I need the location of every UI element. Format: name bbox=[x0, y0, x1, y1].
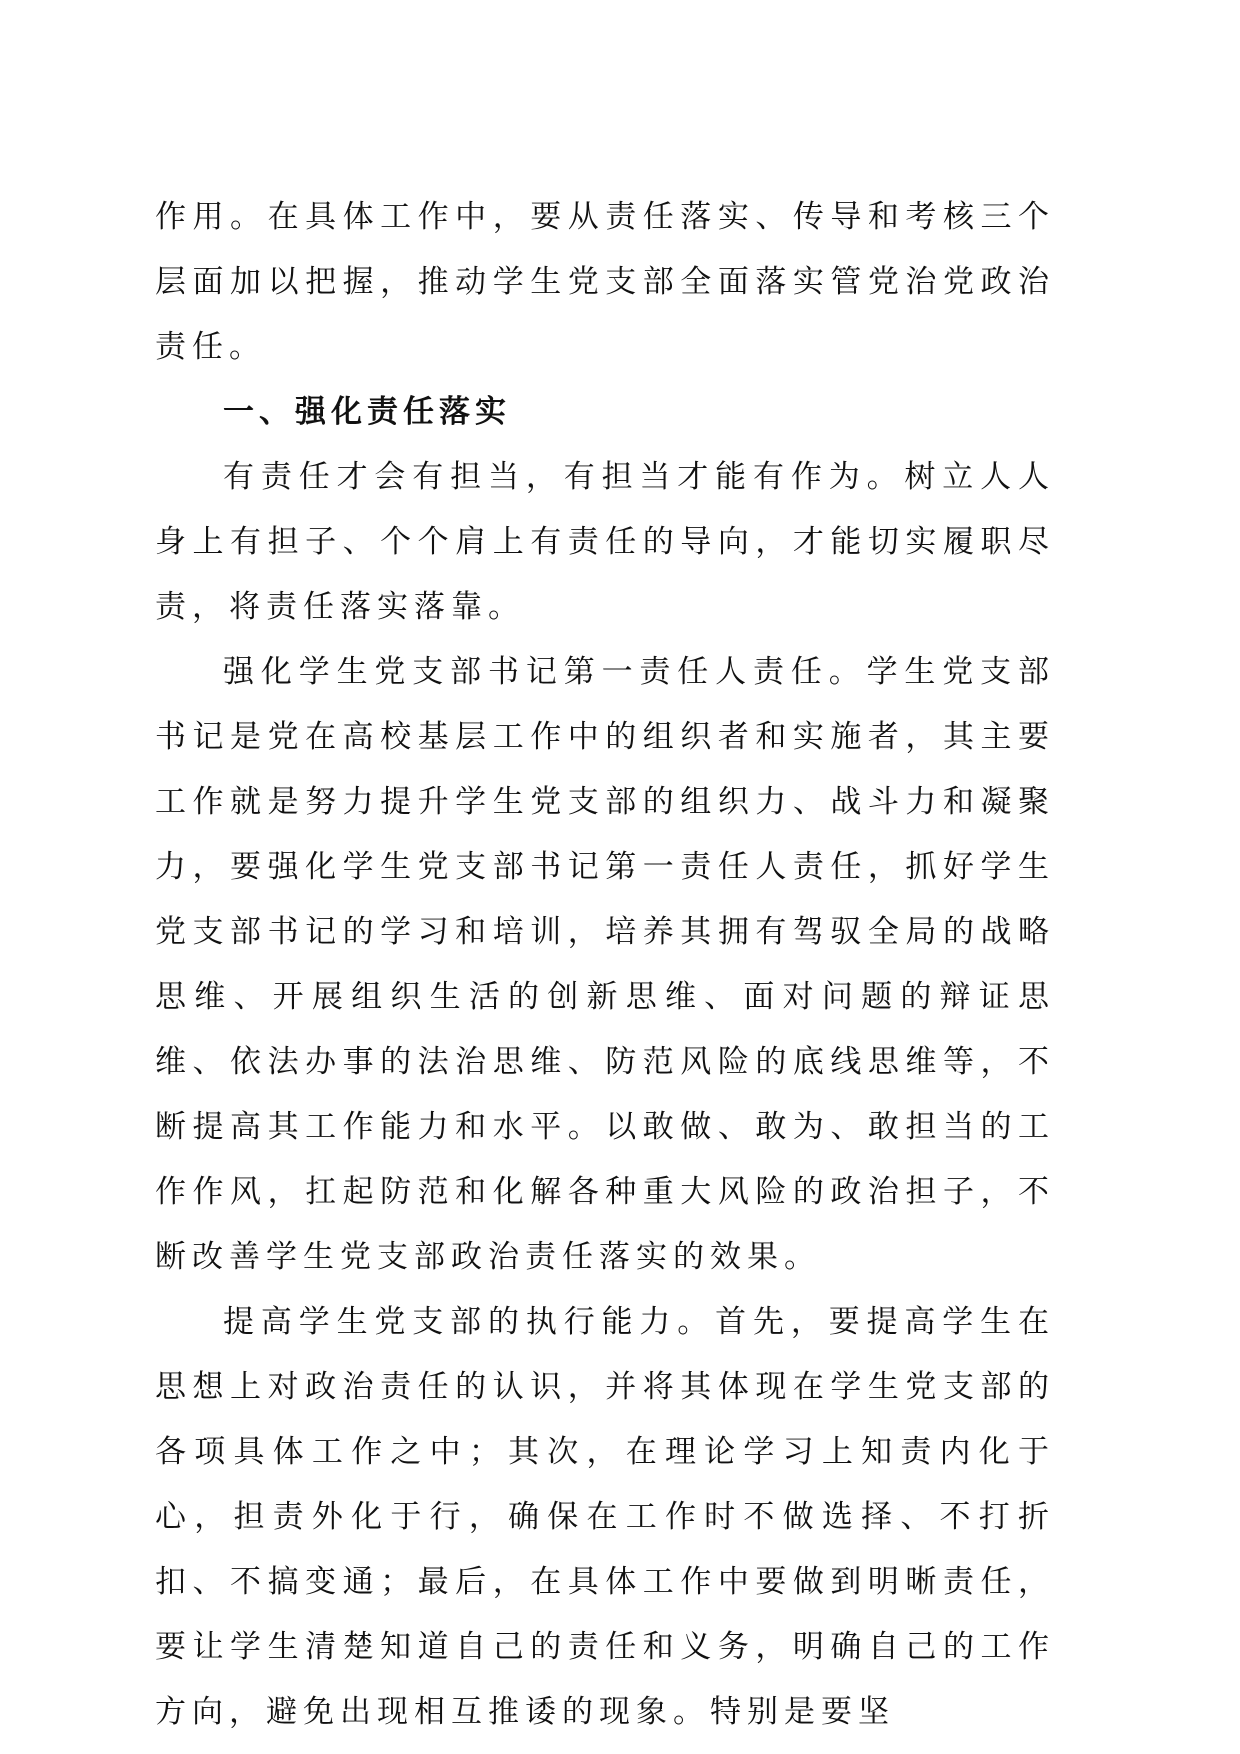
paragraph-continuation: 作用。在具体工作中，要从责任落实、传导和考核三个层面加以把握，推动学生党支部全面落实管党治党政治责任。 bbox=[155, 199, 1055, 365]
document-body bbox=[155, 185, 1055, 1745]
paragraph-intro: 有责任才会有担当，有担当才能有作为。树立人人身上有担子、个个肩上有责任的导向，才能切实履职尽责，将责任落实落靠。 bbox=[155, 459, 1055, 625]
paragraph-execution-ability: 提高学生党支部的执行能力。首先，要提高学生在思想上对政治责任的认识，并将其体现在学生党支部的各项具体工作之中；其次，在理论学习上知责内化于心，担责外化于行，确保在工作时不做选择、不打折扣、不搞变通；最后，在具体工作中要做到明晰责任，要让学生清楚知道自己的责任和义务，明确自己的工作方向，避免出现相互推诿的现象。特别是要坚 bbox=[155, 1304, 1055, 1730]
paragraph-secretary-responsibility: 强化学生党支部书记第一责任人责任。学生党支部书记是党在高校基层工作中的组织者和实施者，其主要工作就是努力提升学生党支部的组织力、战斗力和凝聚力，要强化学生党支部书记第一责任人责任，抓好学生党支部书记的学习和培训，培养其拥有驾驭全局的战略思维、开展组织生活的创新思维、面对问题的辩证思维、依法办事的法治思维、防范风险的底线思维等，不断提高其工作能力和水平。以敢做、敢为、敢担当的工作作风，扛起防范和化解各种重大风险的政治担子，不断改善学生党支部政治责任落实的效果。 bbox=[155, 654, 1055, 1275]
section-heading: 一、强化责任落实 bbox=[223, 394, 511, 430]
